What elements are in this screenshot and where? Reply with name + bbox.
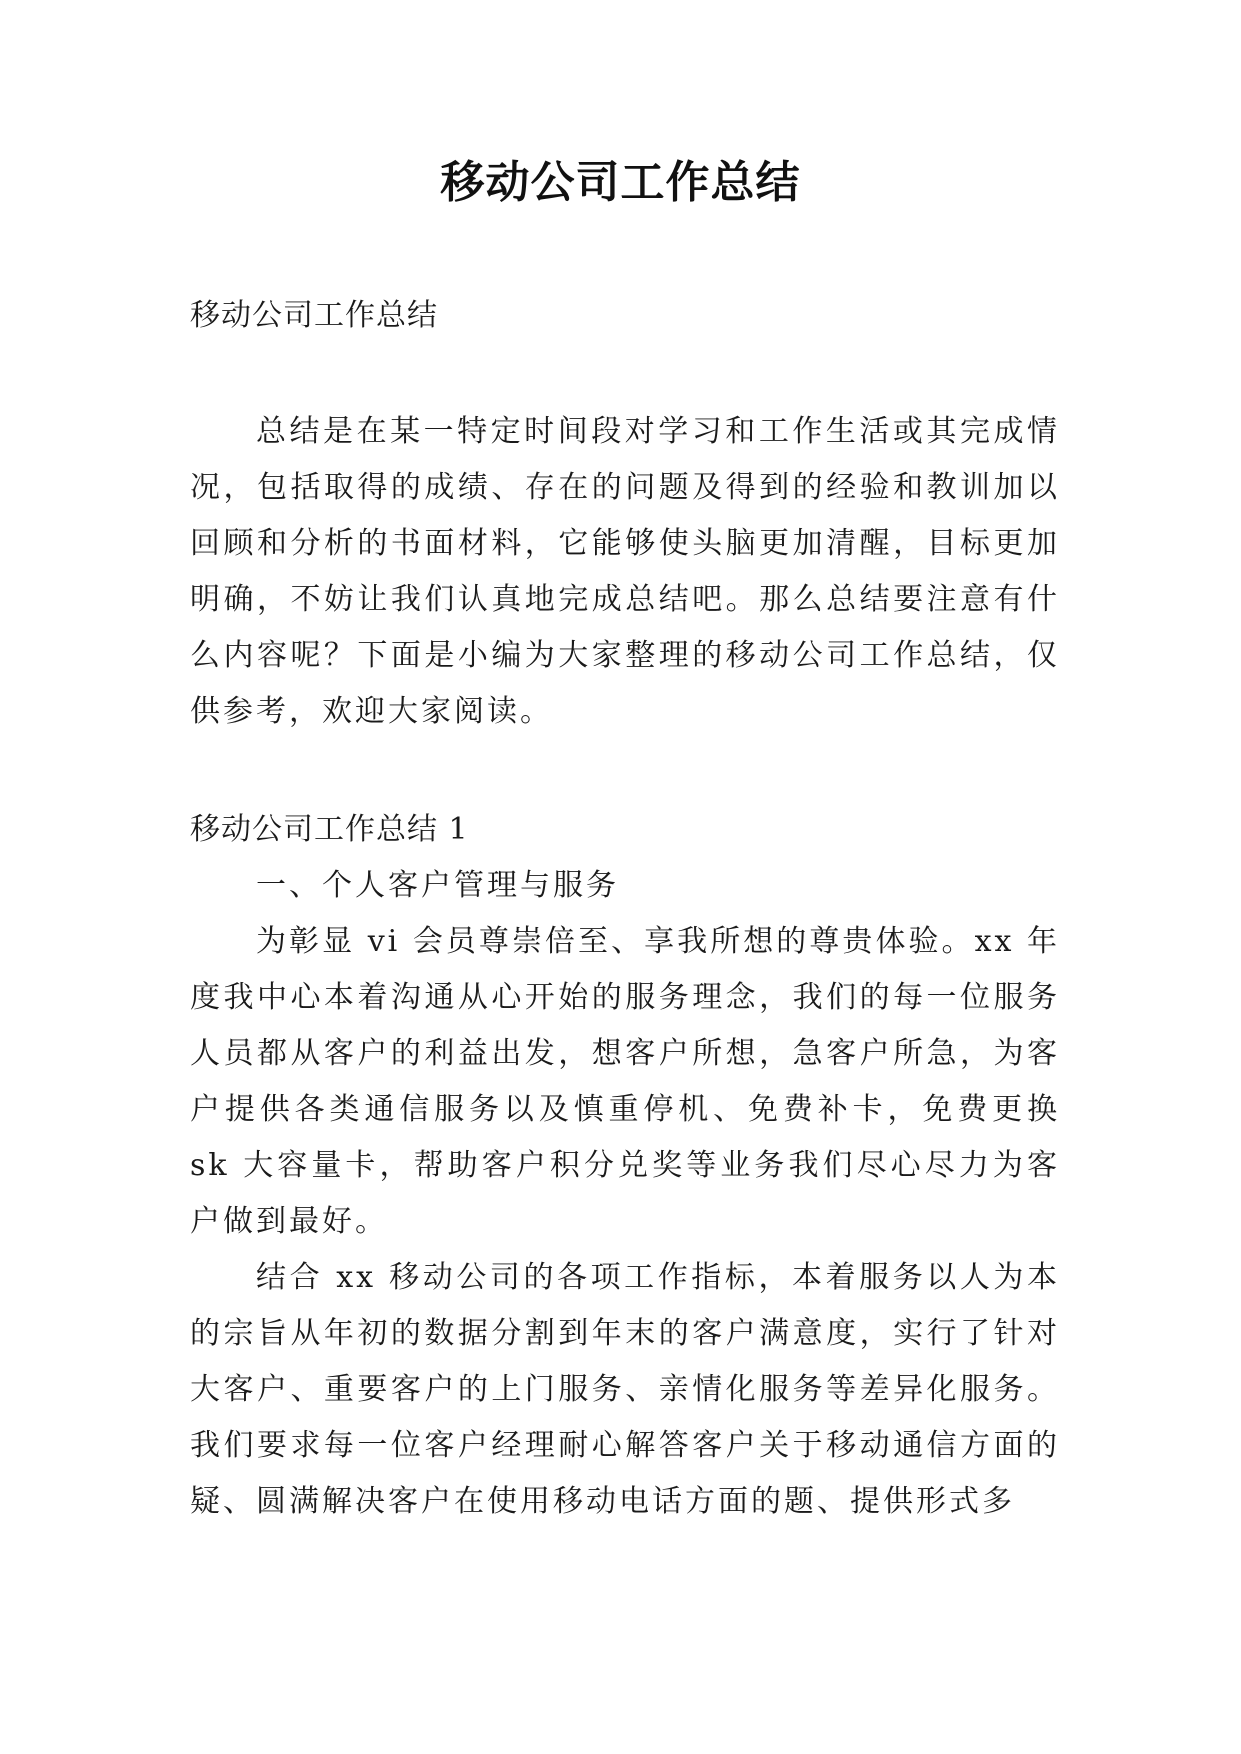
body-paragraph-1: 为彰显 vi 会员尊崇倍至、享我所想的尊贵体验。xx 年度我中心本着沟通从心开始的服务理念，我们的每一位服务人员都从客户的利益出发，想客户所想，急客户所急，为客户提供各类通信服务以及慎重停机、免费补卡，免费更换 sk 大容量卡，帮助客户积分兑奖等业务我们尽心尽力为客户做到最好。 [190, 924, 1060, 1239]
section-title: 移动公司工作总结 1 [190, 812, 469, 847]
section-heading: 一、个人客户管理与服务 [256, 868, 619, 903]
spacer [190, 344, 1060, 404]
document-subtitle: 移动公司工作总结 [190, 298, 438, 333]
document-title: 移动公司工作总结 [440, 157, 801, 208]
intro-paragraph: 总结是在某一特定时间段对学习和工作生活或其完成情况，包括取得的成绩、存在的问题及得到的经验和教训加以回顾和分析的书面材料，它能够使头脑更加清醒，目标更加明确，不妨让我们认真地完成总结吧。那么总结要注意有什么内容呢？下面是小编为大家整理的移动公司工作总结，仅供参考，欢迎大家阅读。 [190, 414, 1060, 729]
document-body [190, 288, 1060, 1530]
spacer [190, 740, 1060, 802]
body-paragraph-2: 结合 xx 移动公司的各项工作指标，本着服务以人为本的宗旨从年初的数据分割到年末的客户满意度，实行了针对大客户、重要客户的上门服务、亲情化服务等差异化服务。我们要求每一位客户经理耐心解答客户关于移动通信方面的疑、圆满解决客户在使用移动电话方面的题、提供形式多 [190, 1260, 1060, 1519]
